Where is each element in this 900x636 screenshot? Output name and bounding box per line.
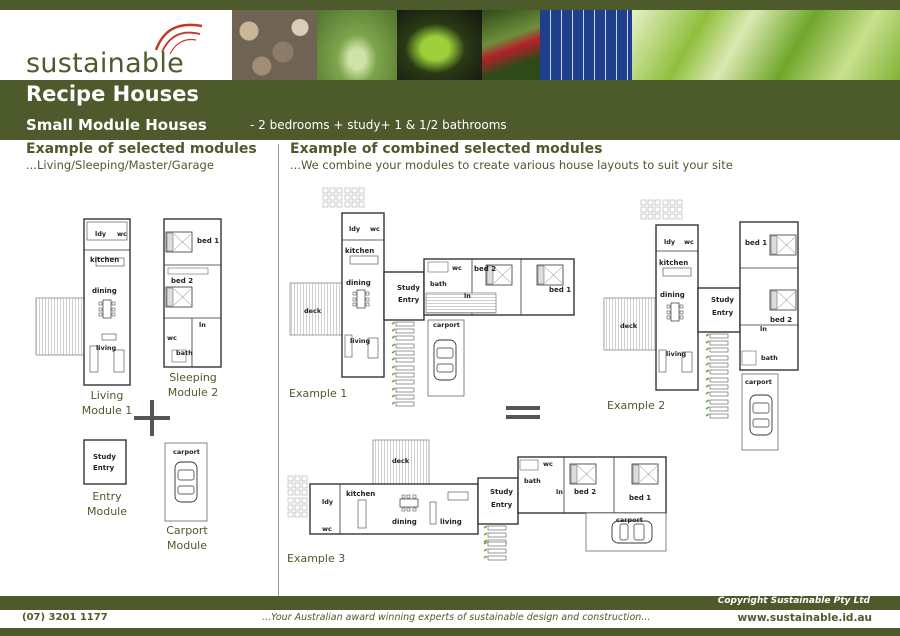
svg-text:bath: bath <box>524 477 541 485</box>
svg-text:carport: carport <box>745 378 772 386</box>
svg-text:wc: wc <box>543 460 553 468</box>
svg-text:bed 1: bed 1 <box>629 494 652 502</box>
svg-text:wc: wc <box>322 525 332 533</box>
entry-module-label: Entry Module <box>87 490 127 518</box>
svg-text:wc: wc <box>117 230 127 238</box>
svg-text:bed 2: bed 2 <box>574 488 597 496</box>
svg-text:living: living <box>350 337 371 345</box>
tagline: ...Your Australian award winning experts of sustainable design and construction... <box>262 612 651 623</box>
footer <box>0 596 900 636</box>
svg-text:bath: bath <box>176 349 193 357</box>
svg-text:bed 1: bed 1 <box>197 237 220 245</box>
svg-text:wc: wc <box>167 334 177 342</box>
example-1-plan <box>290 188 574 406</box>
page-title: Recipe Houses <box>26 82 199 106</box>
living-module-plan <box>36 219 130 385</box>
svg-text:kitchen: kitchen <box>346 490 376 498</box>
website-link[interactable]: www.sustainable.id.au <box>737 612 872 624</box>
carport-module-plan <box>165 443 207 521</box>
svg-text:Entry: Entry <box>398 296 420 304</box>
svg-text:dining: dining <box>346 279 371 287</box>
svg-text:Study: Study <box>93 453 116 461</box>
svg-text:dining: dining <box>392 518 417 526</box>
svg-text:Entry: Entry <box>491 501 513 509</box>
svg-text:bed 1: bed 1 <box>745 239 768 247</box>
svg-text:ldy: ldy <box>322 498 334 506</box>
left-heading: Example of selected modules <box>26 141 257 157</box>
left-subheading: ...Living/Sleeping/Master/Garage <box>26 158 214 172</box>
svg-text:carport: carport <box>173 448 200 456</box>
svg-text:deck: deck <box>392 457 410 465</box>
example-1-label: Example 1 <box>289 387 348 400</box>
svg-text:ln: ln <box>760 325 767 333</box>
svg-text:bath: bath <box>430 280 447 288</box>
svg-text:ldy: ldy <box>664 238 676 246</box>
svg-text:carport: carport <box>433 321 460 329</box>
svg-text:living: living <box>666 350 687 358</box>
example-3-plan <box>288 440 666 560</box>
svg-text:ln: ln <box>199 321 206 329</box>
svg-text:living: living <box>96 344 117 352</box>
carport-module-label: Carport Module <box>166 524 208 552</box>
svg-text:wc: wc <box>684 238 694 246</box>
example-2-label: Example 2 <box>607 399 666 412</box>
svg-text:bath: bath <box>761 354 778 362</box>
svg-text:Study: Study <box>711 296 734 304</box>
svg-text:Entry: Entry <box>712 309 734 317</box>
right-heading: Example of combined selected modules <box>290 141 603 157</box>
svg-text:dining: dining <box>660 291 685 299</box>
svg-text:carport: carport <box>616 516 643 524</box>
footer-bottom-bar <box>0 628 900 636</box>
svg-text:kitchen: kitchen <box>659 259 689 267</box>
svg-text:bed 2: bed 2 <box>474 265 497 273</box>
svg-text:ln: ln <box>556 488 563 496</box>
copyright-text: Copyright Sustainable Pty Ltd <box>717 596 870 606</box>
svg-text:bed 1: bed 1 <box>549 286 572 294</box>
right-subheading: ...We combine your modules to create various house layouts to suit your site <box>290 158 733 172</box>
svg-text:bed 2: bed 2 <box>171 277 194 285</box>
living-module-label: Living Module 1 <box>81 389 133 417</box>
page-subtitle: Small Module Houses <box>26 116 207 134</box>
svg-text:wc: wc <box>452 264 462 272</box>
svg-text:ln: ln <box>464 292 471 300</box>
svg-text:Study: Study <box>397 284 420 292</box>
svg-text:Study: Study <box>490 488 513 496</box>
example-3-label: Example 3 <box>287 552 346 565</box>
entry-module-plan <box>84 440 126 484</box>
phone-number: (07) 3201 1177 <box>22 612 108 623</box>
brand-logo: sustainable <box>26 48 185 79</box>
sleeping-module-plan <box>164 219 221 367</box>
svg-text:dining: dining <box>92 287 117 295</box>
sleeping-module-label: Sleeping Module 2 <box>167 371 219 399</box>
subtitle-detail: - 2 bedrooms + study+ 1 & 1/2 bathrooms <box>250 118 507 132</box>
room-label: ldy <box>95 230 107 238</box>
svg-text:deck: deck <box>304 307 322 315</box>
svg-text:kitchen: kitchen <box>345 247 375 255</box>
svg-text:kitchen: kitchen <box>90 256 120 264</box>
svg-text:living: living <box>440 518 462 526</box>
example-2-plan <box>604 200 798 450</box>
svg-text:ldy: ldy <box>349 225 361 233</box>
svg-text:Entry: Entry <box>93 464 115 472</box>
svg-text:bed 2: bed 2 <box>770 316 793 324</box>
svg-text:deck: deck <box>620 322 638 330</box>
svg-text:wc: wc <box>370 225 380 233</box>
equals-icon <box>506 406 540 419</box>
